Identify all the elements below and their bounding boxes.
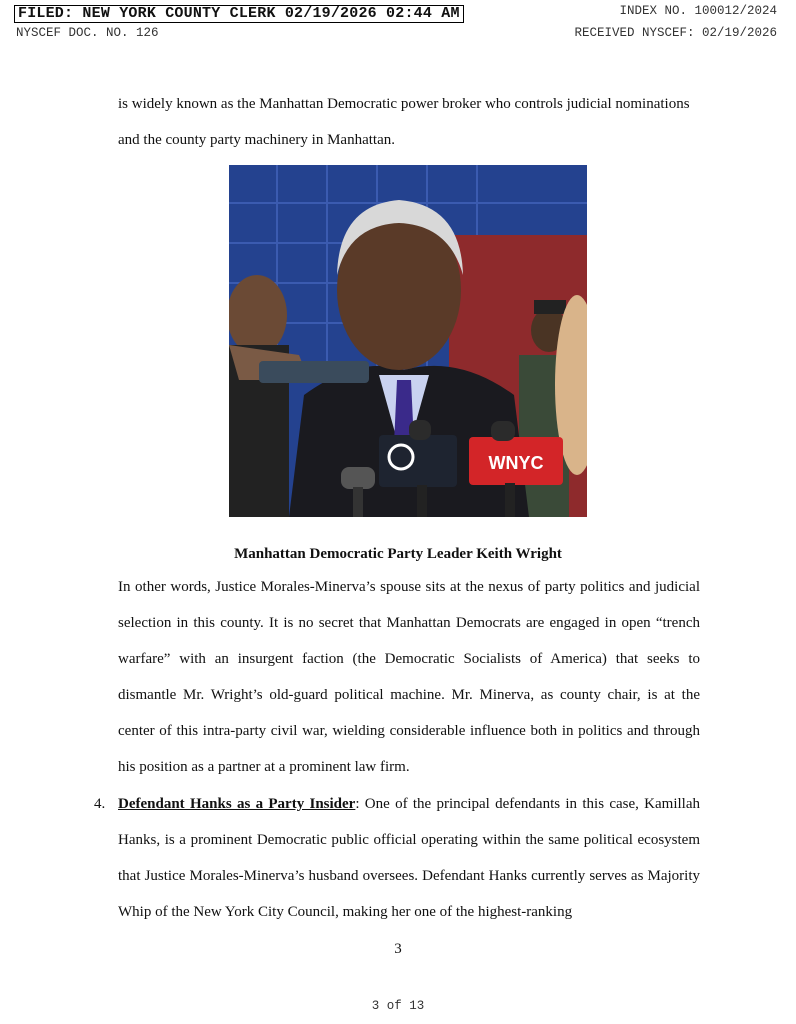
nyscef-doc-number: NYSCEF DOC. NO. 126 <box>16 26 159 40</box>
page-number: 3 <box>394 941 402 957</box>
list-item-text: : One of the principal defendants in this case, Kamillah Hanks, is a prominent Democratic public official operating within the same political ecosystem that Justice Morales-Minerva’s husband oversees. Defendant Hanks currently serves as Majority Whip of the New York City Council, making her one of the highest-ranking <box>118 796 700 920</box>
photo-caption: Manhattan Democratic Party Leader Keith Wright <box>234 546 562 562</box>
body-paragraph-top: is widely known as the Manhattan Democratic power broker who controls judicial nominations and the county party machinery in Manhattan. <box>118 96 690 148</box>
wnyc-mic-logo: WNYC <box>488 453 544 473</box>
photo-keith-wright <box>229 165 587 517</box>
page-of-total: 3 of 13 <box>371 999 425 1013</box>
index-number: INDEX NO. 100012/2024 <box>619 4 777 18</box>
body-paragraph-middle: In other words, Justice Morales-Minerva’s spouse sits at the nexus of party politics and judicial selection in this county. It is no secret that Manhattan Democrats are engaged in open “trench warfare” with an insurgent faction (the Democratic Socialists of America) that seeks to dismantle Mr. Wright’s old-guard political machine. Mr. Minerva, as county chair, is at the center of this intra-party civil war, wielding considerable influence both in politics and through his position as a partner at a prominent law firm. <box>118 579 700 775</box>
filed-stamp: FILED: NEW YORK COUNTY CLERK 02/19/2026 02:44 AM <box>14 5 464 23</box>
list-item-number: 4. <box>94 796 106 812</box>
list-item-heading: Defendant Hanks as a Party Insider <box>118 796 356 812</box>
list-item-paragraph <box>118 786 700 930</box>
received-date: RECEIVED NYSCEF: 02/19/2026 <box>574 26 777 40</box>
